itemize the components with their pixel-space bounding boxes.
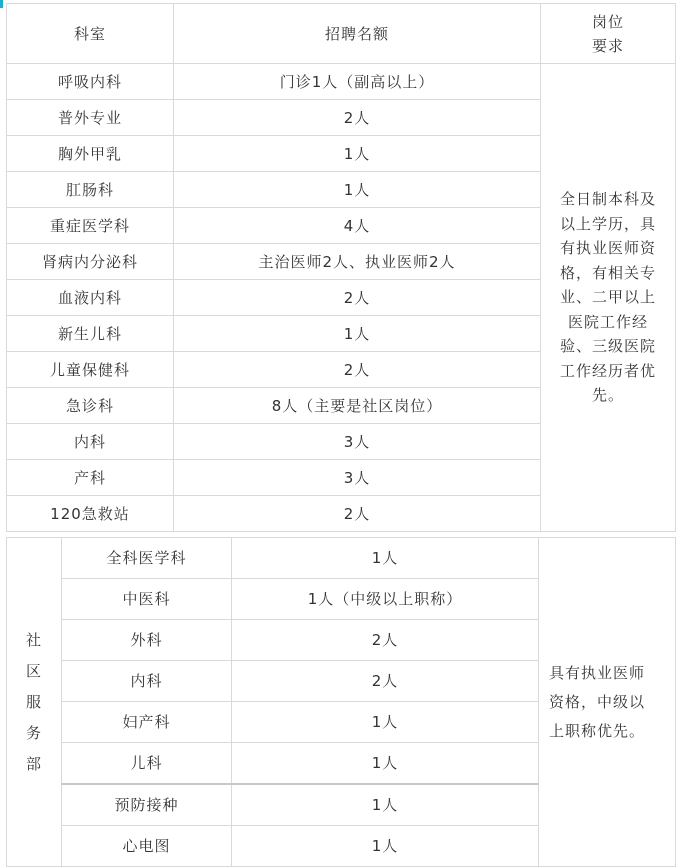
quota-cell: 门诊1人（副高以上） <box>174 64 541 100</box>
requirements-cell: 全日制本科及 以上学历，具 有执业医师资 格，有相关专 业、二甲以上 医院工作经 验、三级医院 工作经历者优 先。 <box>541 64 676 532</box>
quota-cell: 3人 <box>174 460 541 496</box>
dept-cell: 胸外甲乳 <box>7 136 174 172</box>
accent-bar <box>0 0 3 8</box>
quota-cell: 1人 <box>174 136 541 172</box>
dept-cell: 儿童保健科 <box>7 352 174 388</box>
dept-cell: 全科医学科 <box>62 538 232 579</box>
dept-cell: 中医科 <box>62 579 232 620</box>
community-service-dept-label: 社 区 服 务 部 <box>7 538 62 867</box>
dept-cell: 妇产科 <box>62 702 232 743</box>
quota-cell: 2人 <box>174 496 541 532</box>
dept-cell: 内科 <box>7 424 174 460</box>
quota-cell: 3人 <box>174 424 541 460</box>
requirements-cell: 具有执业医师 资格，中级以 上职称优先。 <box>539 538 676 867</box>
dept-cell: 外科 <box>62 620 232 661</box>
quota-cell: 主治医师2人、执业医师2人 <box>174 244 541 280</box>
header-quota: 招聘名额 <box>174 4 541 64</box>
quota-cell: 1人 <box>174 172 541 208</box>
dept-cell: 心电图 <box>62 826 232 867</box>
dept-cell: 重症医学科 <box>7 208 174 244</box>
quota-cell: 1人 <box>232 743 539 785</box>
dept-cell: 产科 <box>7 460 174 496</box>
quota-cell: 2人 <box>174 100 541 136</box>
dept-cell: 儿科 <box>62 743 232 785</box>
recruitment-table-hospital <box>6 3 676 532</box>
dept-cell: 新生儿科 <box>7 316 174 352</box>
quota-cell: 2人 <box>174 352 541 388</box>
header-requirements: 岗位 要求 <box>541 4 676 64</box>
quota-cell: 1人 <box>232 702 539 743</box>
dept-cell: 120急救站 <box>7 496 174 532</box>
table-row <box>7 538 676 579</box>
dept-cell: 预防接种 <box>62 784 232 826</box>
quota-cell: 8人（主要是社区岗位） <box>174 388 541 424</box>
dept-cell: 内科 <box>62 661 232 702</box>
header-dept: 科室 <box>7 4 174 64</box>
quota-cell: 1人 <box>232 784 539 826</box>
quota-cell: 2人 <box>232 661 539 702</box>
dept-cell: 普外专业 <box>7 100 174 136</box>
dept-cell: 呼吸内科 <box>7 64 174 100</box>
quota-cell: 4人 <box>174 208 541 244</box>
quota-cell: 1人 <box>232 538 539 579</box>
quota-cell: 1人 <box>232 826 539 867</box>
dept-cell: 血液内科 <box>7 280 174 316</box>
dept-cell: 肾病内分泌科 <box>7 244 174 280</box>
dept-cell: 肛肠科 <box>7 172 174 208</box>
table-header-row <box>7 4 676 64</box>
quota-cell: 1人 <box>174 316 541 352</box>
table-row <box>7 64 676 100</box>
quota-cell: 2人 <box>174 280 541 316</box>
recruitment-table-community <box>6 537 676 867</box>
quota-cell: 2人 <box>232 620 539 661</box>
dept-cell: 急诊科 <box>7 388 174 424</box>
quota-cell: 1人（中级以上职称） <box>232 579 539 620</box>
